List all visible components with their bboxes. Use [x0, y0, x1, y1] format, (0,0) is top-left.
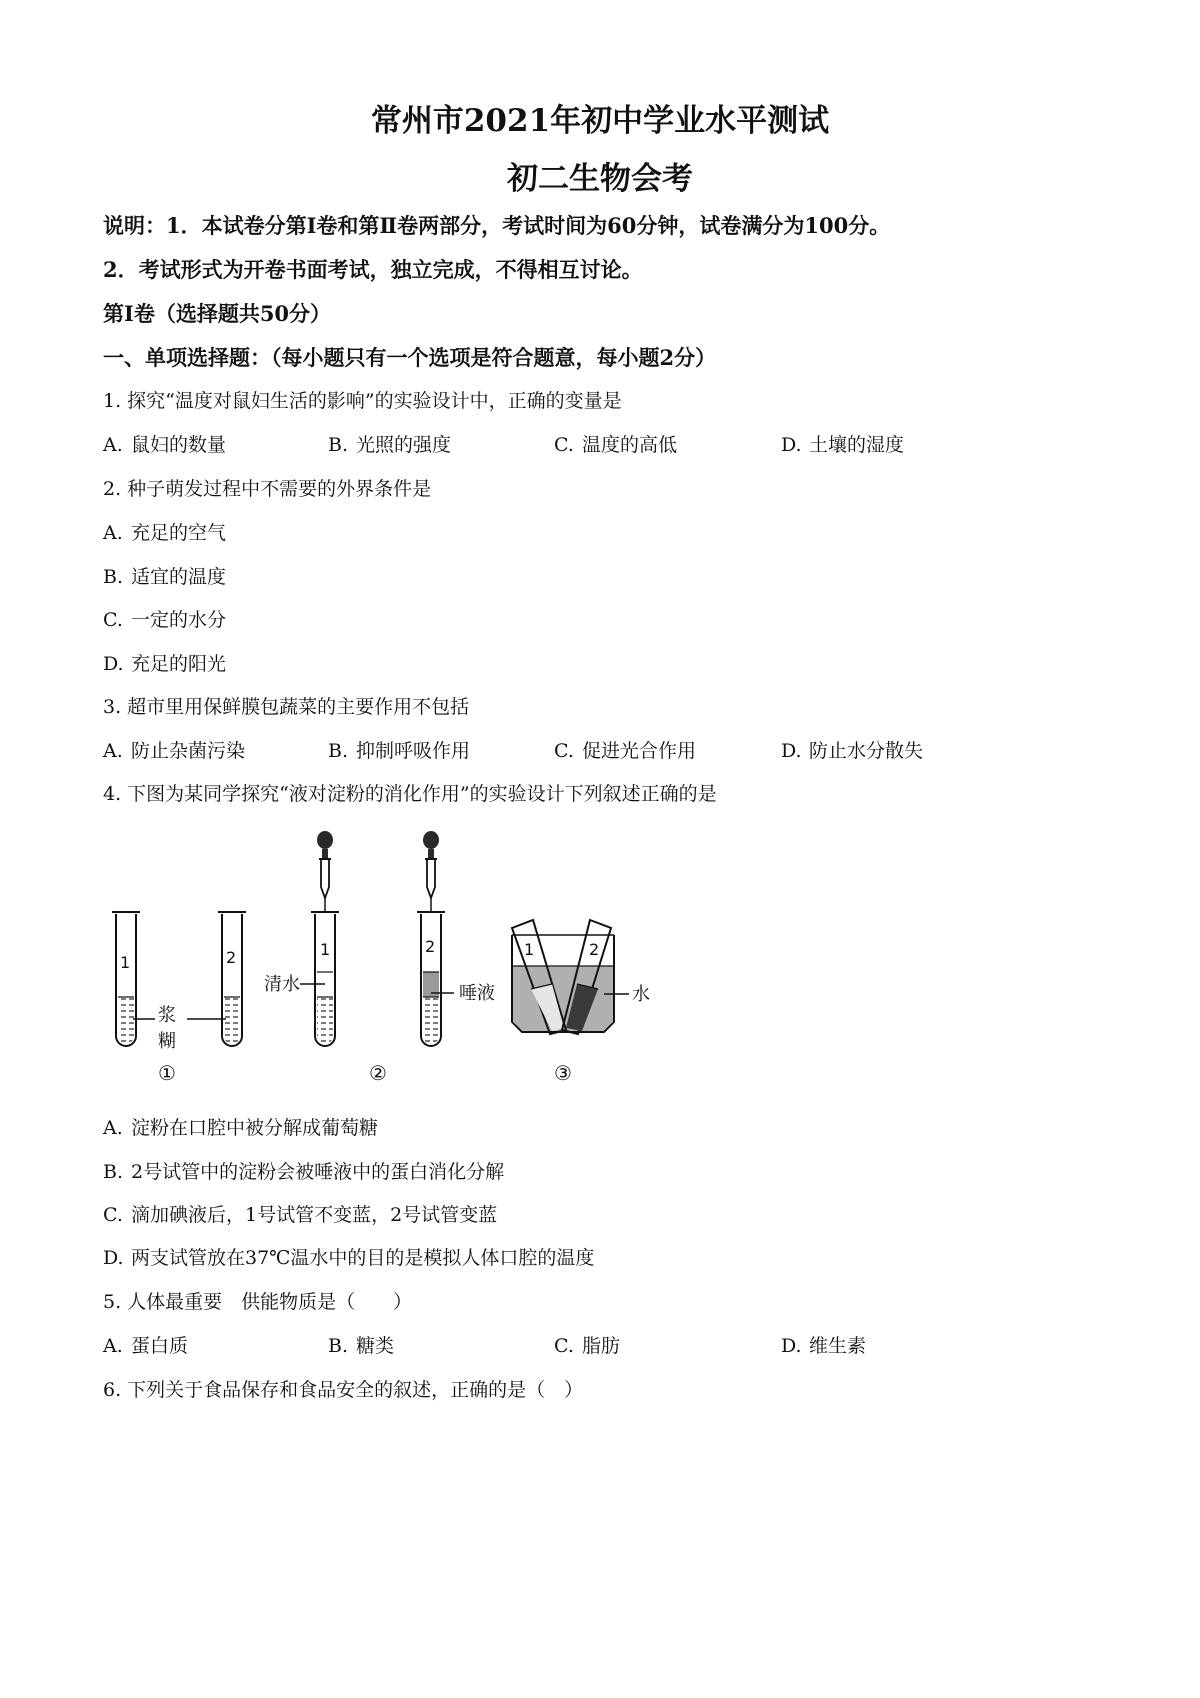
option-letter: A.	[103, 434, 123, 456]
option-letter: B.	[328, 1335, 349, 1357]
question-5-stem: 5. 人体最重要 供能物质是（ ）	[103, 1291, 413, 1313]
question-5-option-c	[554, 1331, 620, 1358]
option-text: 光照的强度	[356, 434, 452, 456]
question-2-stem: 2. 种子萌发过程中不需要的外界条件是	[103, 478, 432, 500]
option-text: 防止水分散失	[809, 740, 924, 762]
tube-2-step-1	[218, 912, 246, 1046]
question-4-option-d	[103, 1243, 594, 1270]
option-letter: B.	[328, 740, 349, 762]
saliva-label: 唾液	[459, 983, 495, 1004]
option-letter: C.	[103, 609, 123, 631]
option-letter: D.	[781, 434, 802, 456]
part-title: 第Ⅰ卷（选择题共50分）	[103, 301, 332, 326]
option-letter: C.	[103, 1204, 123, 1226]
dropper-icon	[317, 831, 333, 912]
tube-2-label: 2	[226, 948, 237, 967]
option-text: 促进光合作用	[582, 740, 697, 762]
option-letter: C.	[554, 434, 574, 456]
option-text: 鼠妇的数量	[131, 434, 227, 456]
tube-2-label: 2	[425, 937, 436, 956]
question-6-stem: 6. 下列关于食品保存和食品安全的叙述，正确的是（ ）	[103, 1379, 584, 1401]
question-1-stem: 1. 探究“温度对鼠妇生活的影响”的实验设计中，正确的变量是	[103, 390, 622, 412]
bath-water-label: 水	[632, 984, 650, 1005]
option-letter: D.	[103, 653, 124, 675]
step-2-label: ②	[369, 1061, 387, 1085]
option-text: 蛋白质	[131, 1335, 189, 1357]
option-letter: D.	[781, 740, 802, 762]
question-3-stem: 3. 超市里用保鲜膜包蔬菜的主要作用不包括	[103, 696, 470, 718]
tube-2-label: 2	[589, 940, 600, 959]
question-5-option-d	[781, 1331, 866, 1358]
tube-1-step-1	[112, 912, 140, 1046]
option-text: 充足的阳光	[131, 653, 227, 675]
option-letter: B.	[328, 434, 349, 456]
option-letter: C.	[554, 1335, 574, 1357]
instructions-line-2: 2．考试形式为开卷书面考试，独立完成，不得相互讨论。	[103, 257, 643, 282]
option-letter: C.	[554, 740, 574, 762]
tube-1-label: 1	[524, 940, 535, 959]
option-text: 2号试管中的淀粉会被唾液中的蛋白消化分解	[131, 1161, 505, 1183]
option-letter: A.	[103, 1335, 123, 1357]
option-text: 淀粉在口腔中被分解成葡萄糖	[131, 1117, 379, 1139]
paste-label-1: 浆	[158, 1005, 176, 1026]
question-4-stem: 4. 下图为某同学探究“液对淀粉的消化作用”的实验设计下列叙述正确的是	[103, 783, 717, 805]
question-4-option-c	[103, 1200, 497, 1227]
option-text: 两支试管放在37℃温水中的目的是模拟人体口腔的温度	[131, 1247, 595, 1269]
option-text: 土壤的湿度	[809, 434, 905, 456]
paste-label-2: 糊	[158, 1031, 176, 1052]
option-letter: B.	[103, 1161, 124, 1183]
option-letter: A.	[103, 1117, 123, 1139]
tube-1-label: 1	[120, 953, 131, 972]
option-letter: D.	[103, 1247, 124, 1269]
tube-2-step-2	[417, 912, 445, 1046]
option-letter: B.	[103, 566, 124, 588]
option-text: 抑制呼吸作用	[356, 740, 471, 762]
question-5-option-a	[103, 1331, 188, 1358]
option-text: 维生素	[809, 1335, 867, 1357]
option-text: 脂肪	[582, 1335, 621, 1357]
option-text: 防止杂菌污染	[131, 740, 246, 762]
step-3-label: ③	[554, 1061, 572, 1085]
option-text: 充足的空气	[131, 522, 227, 544]
option-text: 糖类	[356, 1335, 395, 1357]
step-1-label: ①	[158, 1061, 176, 1085]
option-letter: A.	[103, 522, 123, 544]
tube-1-label: 1	[320, 940, 331, 959]
question-4-option-b	[103, 1157, 504, 1184]
question-5-option-b	[328, 1331, 394, 1358]
page-title: 常州市2021年初中学业水平测试	[370, 103, 830, 139]
instructions-line-1: 说明：1．本试卷分第Ⅰ卷和第Ⅱ卷两部分，考试时间为60分钟，试卷满分为100分。	[103, 213, 891, 238]
page-subtitle: 初二生物会考	[507, 161, 693, 197]
option-text: 温度的高低	[582, 434, 678, 456]
water-label: 清水	[264, 974, 300, 995]
option-text: 适宜的温度	[131, 566, 227, 588]
option-letter: D.	[781, 1335, 802, 1357]
question-4-option-a	[103, 1113, 378, 1140]
dropper-icon	[423, 831, 439, 912]
option-text: 一定的水分	[131, 609, 227, 631]
tube-1-step-2	[311, 912, 339, 1046]
option-text: 滴加碘液后，1号试管不变蓝，2号试管变蓝	[131, 1204, 498, 1226]
option-letter: A.	[103, 740, 123, 762]
section-heading: 一、单项选择题：（每小题只有一个选项是符合题意，每小题2分）	[103, 345, 717, 370]
